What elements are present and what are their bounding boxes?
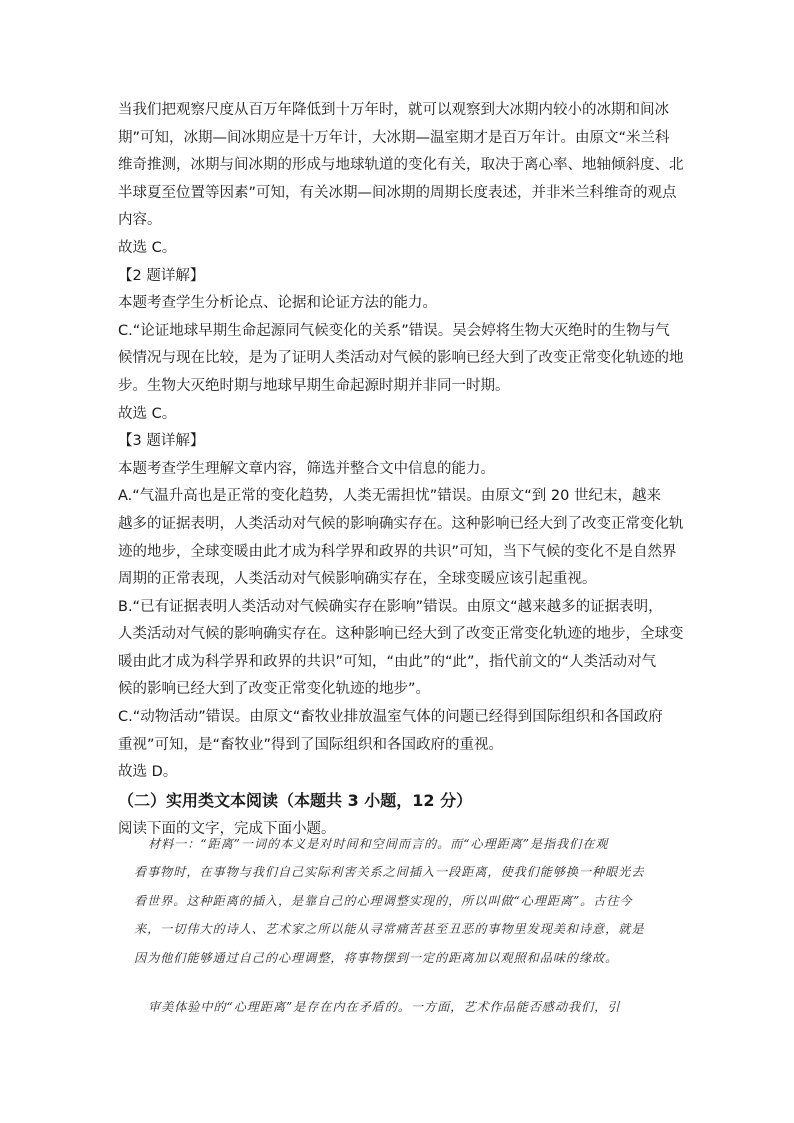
- section-instruction: 阅读下面的文字，完成下面小题。: [118, 820, 336, 837]
- material-line: 来，一切伟大的诗人、艺术家之所以能从寻常痛苦甚至丑恶的事物里发现美和诗意，就是: [134, 922, 645, 937]
- reading-material: [134, 830, 668, 1021]
- question-3-title: 【3 题详解】: [118, 433, 205, 450]
- analysis-line: 暖由此才成为科学界和政界的共识”可知，“由此”的“此”，指代前文的“人类活动对气: [118, 653, 657, 670]
- material-line: 材料一：“距离”一词的本义是对时间和空间而言的。而“心理距离”是指我们在观: [148, 837, 609, 851]
- analysis-line: B.“已有证据表明人类活动对气候确实存在影响”错误。由原文“越来越多的证据表明，: [118, 598, 663, 615]
- answer-analysis: [118, 97, 684, 843]
- analysis-line: 步。生物大灭绝时期与地球早期生命起源时期并非同一时期。: [118, 377, 510, 394]
- analysis-line: 当我们把观察尺度从百万年降低到十万年时，就可以观察到大冰期内较小的冰期和间冰: [118, 102, 669, 118]
- analysis-line: 候的影响已经大到了改变正常变化轨迹的地步”。: [118, 681, 431, 698]
- material-line: 看事物时，在事物与我们自己实际利害关系之间插入一段距离，使我们能够换一种眼光去: [134, 865, 645, 880]
- analysis-line: 周期的正常表现，人类活动对气候影响确实存在，全球变暖应该引起重视。: [118, 571, 597, 588]
- paragraph-gap: [148, 972, 668, 993]
- analysis-line: C.“动物活动”错误。由原文“畜牧业排放温室气体的问题已经得到国际组织和各国政府: [118, 709, 663, 726]
- analysis-line: 维奇推测，冰期与间冰期的形成与地球轨道的变化有关，取决于离心率、地轴倾斜度、北: [118, 157, 684, 174]
- analysis-line: C.“论证地球早期生命起源同气候变化的关系”错误。吴会婷将生物大灭绝时的生物与气: [118, 322, 670, 339]
- analysis-line: 候情况与现在比较，是为了证明人类活动对气候的影响已经大到了改变正常变化轨迹的地: [118, 350, 684, 367]
- question-2-title: 【2 题详解】: [118, 267, 205, 284]
- material-line: 因为他们能够通过自己的心理调整，将事物摆到一定的距离加以观照和品味的缘故。: [134, 950, 619, 965]
- material-line: 看世界。这种距离的插入，是靠自己的心理调整实现的，所以叫做“心理距离”。古往今: [134, 893, 633, 908]
- analysis-line: 越多的证据表明，人类活动对气候的影响确实存在。这种影响已经大到了改变正常变化轨: [118, 515, 684, 532]
- analysis-line: 半球夏至位置等因素”可知，有关冰期—间冰期的周期长度表述，并非米兰科维奇的观点: [118, 184, 677, 201]
- analysis-line: 期”可知，冰期—间冰期应是十万年计，大冰期—温室期才是百万年计。由原文“米兰科: [118, 129, 670, 146]
- analysis-line: 迹的地步，全球变暖由此才成为科学界和政界的共识”可知，当下气候的变化不是自然界: [118, 543, 677, 560]
- analysis-line: 本题考查学生理解文章内容，筛选并整合文中信息的能力。: [118, 460, 495, 477]
- analysis-line: 本题考查学生分析论点、论据和论证方法的能力。: [118, 295, 437, 312]
- analysis-line: 重视”可知，是“畜牧业”得到了国际组织和各国政府的重视。: [118, 736, 504, 753]
- answer-1: 故选 C。: [118, 239, 177, 256]
- analysis-line: A.“气温升高也是正常的变化趋势，人类无需担忧”错误。由原文“到 20 世纪末，越来: [118, 488, 661, 505]
- analysis-line: 人类活动对气候的影响确实存在。这种影响已经大到了改变正常变化轨迹的地步，全球变: [118, 626, 684, 643]
- analysis-line: 内容。: [118, 212, 162, 229]
- section-heading: （二）实用类文本阅读（本题共 3 小题，12 分）: [118, 790, 473, 810]
- answer-2: 故选 C。: [118, 405, 177, 422]
- material-line: 审美体验中的“心理距离”是存在内在矛盾的。一方面，艺术作品能否感动我们，引: [148, 999, 621, 1014]
- answer-3: 故选 D。: [118, 764, 178, 781]
